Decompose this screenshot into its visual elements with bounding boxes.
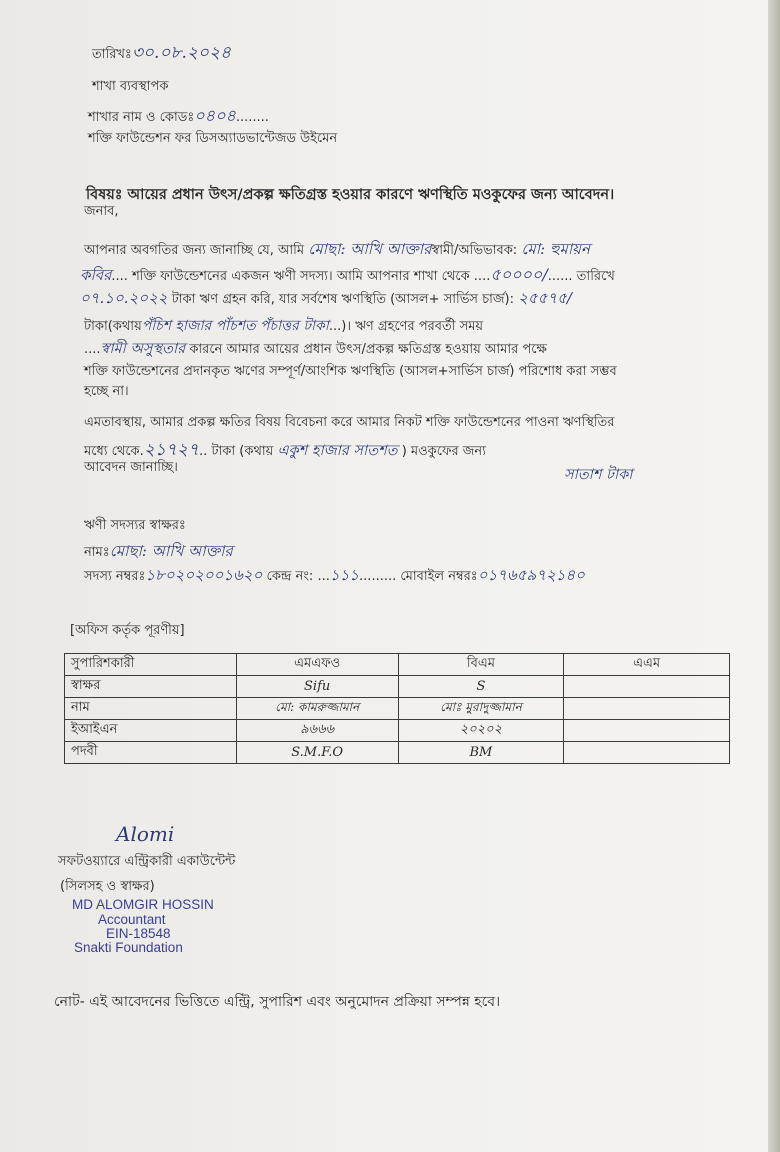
body1-line4: টাকা(কথায়পঁচিশ হাজার পাঁচশত পঁচাত্তর টাকা...)। ঋণ গ্রহণের পরবর্তী সময় xyxy=(84,318,484,334)
row-label: স্বাক্ষর xyxy=(65,676,237,698)
organization-line: শক্তি ফাউন্ডেশন ফর ডিসঅ্যাডভান্টেজড উইমেন xyxy=(88,131,338,146)
date-value: ৩০.০৮.২০২৪ xyxy=(131,43,232,63)
applicant-name: মোছা: আখি আক্তার xyxy=(308,240,432,258)
seal-note: (সিলসহ ও স্বাক্ষর) xyxy=(60,879,155,894)
row-label: পদবী xyxy=(65,742,237,764)
body1-line7: হচ্ছে না। xyxy=(84,384,129,399)
body1-text-d: )। ঋণ গ্রহণের পরবর্তী সময় xyxy=(341,319,484,334)
mfo-ein: ৯৬৬৬ xyxy=(236,720,398,742)
waiver-in-words: একুশ হাজার সাতশত xyxy=(277,443,398,459)
date-word: তারিখে xyxy=(576,269,615,284)
row-label: ইআইএন xyxy=(65,720,237,742)
mobile-number: ০১৭৬৫৯৭২১৪০ xyxy=(477,566,585,584)
table-header-row xyxy=(65,654,730,676)
body1-text-c: টাকা ঋণ গ্রহন করি, যার সর্বশেষ ঋণস্থিতি (আসল+ সার্ভিস চার্জ): xyxy=(171,292,514,307)
stamp-ein: EIN-18548 xyxy=(106,926,171,941)
footer-note: নোট- এই আবেদনের ভিত্তিতে এন্ট্রি, সুপারিশ এবং অনুমোদন প্রক্রিয়া সম্পন্ন হবে। xyxy=(54,994,501,1010)
stamp-title: Accountant xyxy=(98,912,166,927)
waiver-in-words-cont: সাতাশ টাকা xyxy=(564,467,633,483)
in-words-label: টাকা(কথায় xyxy=(84,319,142,334)
am-name xyxy=(564,698,730,720)
guardian-name-cont: কবির xyxy=(80,266,112,284)
branch-code: ০৪০৪ xyxy=(194,106,236,125)
guardian-label: স্বামী/অভিভাবক: xyxy=(431,243,518,258)
body1-line5: ....স্বামী অসুস্থতার কারনে আমার আয়ের প্রধান উৎস/প্রকল্প ক্ষতিগ্রস্ত হওয়ায় আমার পক্ষে xyxy=(84,341,547,357)
branch-line: শাখার নাম ও কোডঃ০৪০৪........ xyxy=(88,106,269,125)
center-label: কেন্দ্র নং: xyxy=(266,569,314,584)
am-designation xyxy=(564,742,730,764)
table-header-cell: এএম xyxy=(564,654,730,676)
page-edge xyxy=(768,0,780,1152)
body2-text-a: মধ্যে থেকে xyxy=(84,444,140,459)
body1-line2: কবির.... শক্তি ফাউন্ডেশনের একজন ঋণী সদস্য। আমি আপনার শাখা থেকে ....৫০০০০/...... তারিখে xyxy=(80,265,615,284)
bm-designation: BM xyxy=(398,742,564,764)
loan-date: ০৭.১০.২০২২ xyxy=(80,289,168,307)
accountant-signature: Alomi xyxy=(116,822,175,846)
body1-text-b: শক্তি ফাউন্ডেশনের একজন ঋণী সদস্য। আমি আপনার শাখা থেকে xyxy=(132,269,470,284)
row-label: নাম xyxy=(65,698,237,720)
loss-reason: স্বামী অসুস্থতার xyxy=(100,341,186,357)
bm-ein: ২০২০২ xyxy=(398,720,564,742)
addressee: শাখা ব্যবস্থাপক xyxy=(92,79,169,94)
salutation: জনাব, xyxy=(84,204,119,219)
stamp-name: MD ALOMGIR HOSSIN xyxy=(72,897,214,912)
mobile-label: মোবাইল নম্বরঃ xyxy=(400,569,478,584)
body2-line2: মধ্যে থেকে.২১৭২৭.. টাকা (কথায় একুশ হাজার সাতশত ) মওকুফের জন্য xyxy=(84,440,486,460)
mfo-signature: Sifu xyxy=(236,676,398,698)
guardian-name: মো: হুমায়ন xyxy=(521,240,590,258)
am-ein xyxy=(564,720,730,742)
table-row xyxy=(65,742,730,764)
member-number-line: সদস্য নম্বরঃ১৮০২০২০০১৬২০ কেন্দ্র নং: ...১১১......... মোবাইল নম্বরঃ০১৭৬৫৯৭২১৪০ xyxy=(84,566,585,584)
loan-balance: ২৫৫৭৫/ xyxy=(518,289,572,307)
subject-line: বিষয়ঃ আয়ের প্রধান উৎস/প্রকল্প ক্ষতিগ্রস্ত হওয়ার কারণে ঋণস্থিতি মওকুফের জন্য আবেদন। xyxy=(86,187,615,203)
bm-name: মোঃ মুরাদুজ্জামান xyxy=(398,698,564,720)
center-number: ১১১ xyxy=(329,566,360,584)
office-heading: [অফিস কর্তৃক পূরণীয়] xyxy=(70,623,185,638)
date-label: তারিখঃ xyxy=(92,47,132,62)
table-header-cell: এমএফও xyxy=(236,654,398,676)
waiver-amount: ২১৭২৭ xyxy=(143,440,200,460)
member-number-label: সদস্য নম্বরঃ xyxy=(84,569,146,584)
mfo-name: মো: কামরুজ্জামান xyxy=(236,698,398,720)
name-label: নামঃ xyxy=(84,545,110,560)
body1-line1 xyxy=(84,238,590,263)
signature-heading: ঋণী সদস্যর স্বাক্ষরঃ xyxy=(84,518,186,533)
bm-signature: S xyxy=(398,676,564,698)
stamp-org: Snakti Foundation xyxy=(74,940,183,955)
body2-text-c: ) মওকুফের জন্য xyxy=(401,444,486,459)
body1-line3 xyxy=(80,287,572,312)
balance-in-words: পঁচিশ হাজার পাঁচশত পঁচাত্তর টাকা xyxy=(141,318,329,334)
table-header-cell: বিএম xyxy=(398,654,564,676)
am-signature xyxy=(564,676,730,698)
body1-text-e: কারনে আমার আয়ের প্রধান উৎস/প্রকল্প ক্ষতিগ্রস্ত হওয়ায় আমার পক্ষে xyxy=(189,342,547,357)
body2-line1: এমতাবস্থায়, আমার প্রকল্প ক্ষতির বিষয় বিবেচনা করে আমার নিকট শক্তি ফাউন্ডেশনের পাওনা ঋণস্থিতির xyxy=(84,415,615,430)
table-header-cell: সুপারিশকারী xyxy=(65,654,237,676)
date-line xyxy=(92,40,231,68)
member-name-line xyxy=(84,540,233,565)
table-row xyxy=(65,720,730,742)
body2-line3: আবেদন জানাচ্ছি। xyxy=(84,460,178,475)
member-name: মোছা: আখি আক্তার xyxy=(109,542,233,560)
body1-line6: শক্তি ফাউন্ডেশনের প্রদানকৃত ঋণের সম্পূর্ণ/আংশিক ঋণস্থিতি (আসল+সার্ভিস চার্জ) পরিশোধ করা সম্ভব xyxy=(84,364,617,379)
body2-text-b: টাকা (কথায় xyxy=(211,444,274,459)
table-row xyxy=(65,676,730,698)
accountant-title: সফটওয়্যারে এন্ট্রিকারী একাউন্টেন্ট xyxy=(58,854,236,869)
member-number: ১৮০২০২০০১৬২০ xyxy=(145,566,263,584)
loan-amount: ৫০০০০/ xyxy=(490,265,548,284)
body1-text-a: আপনার অবগতির জন্য জানাচ্ছি যে, আমি xyxy=(84,243,305,258)
table-row xyxy=(65,698,730,720)
mfo-designation: S.M.F.O xyxy=(236,742,398,764)
branch-label: শাখার নাম ও কোডঃ xyxy=(88,110,195,125)
office-table xyxy=(64,653,730,764)
